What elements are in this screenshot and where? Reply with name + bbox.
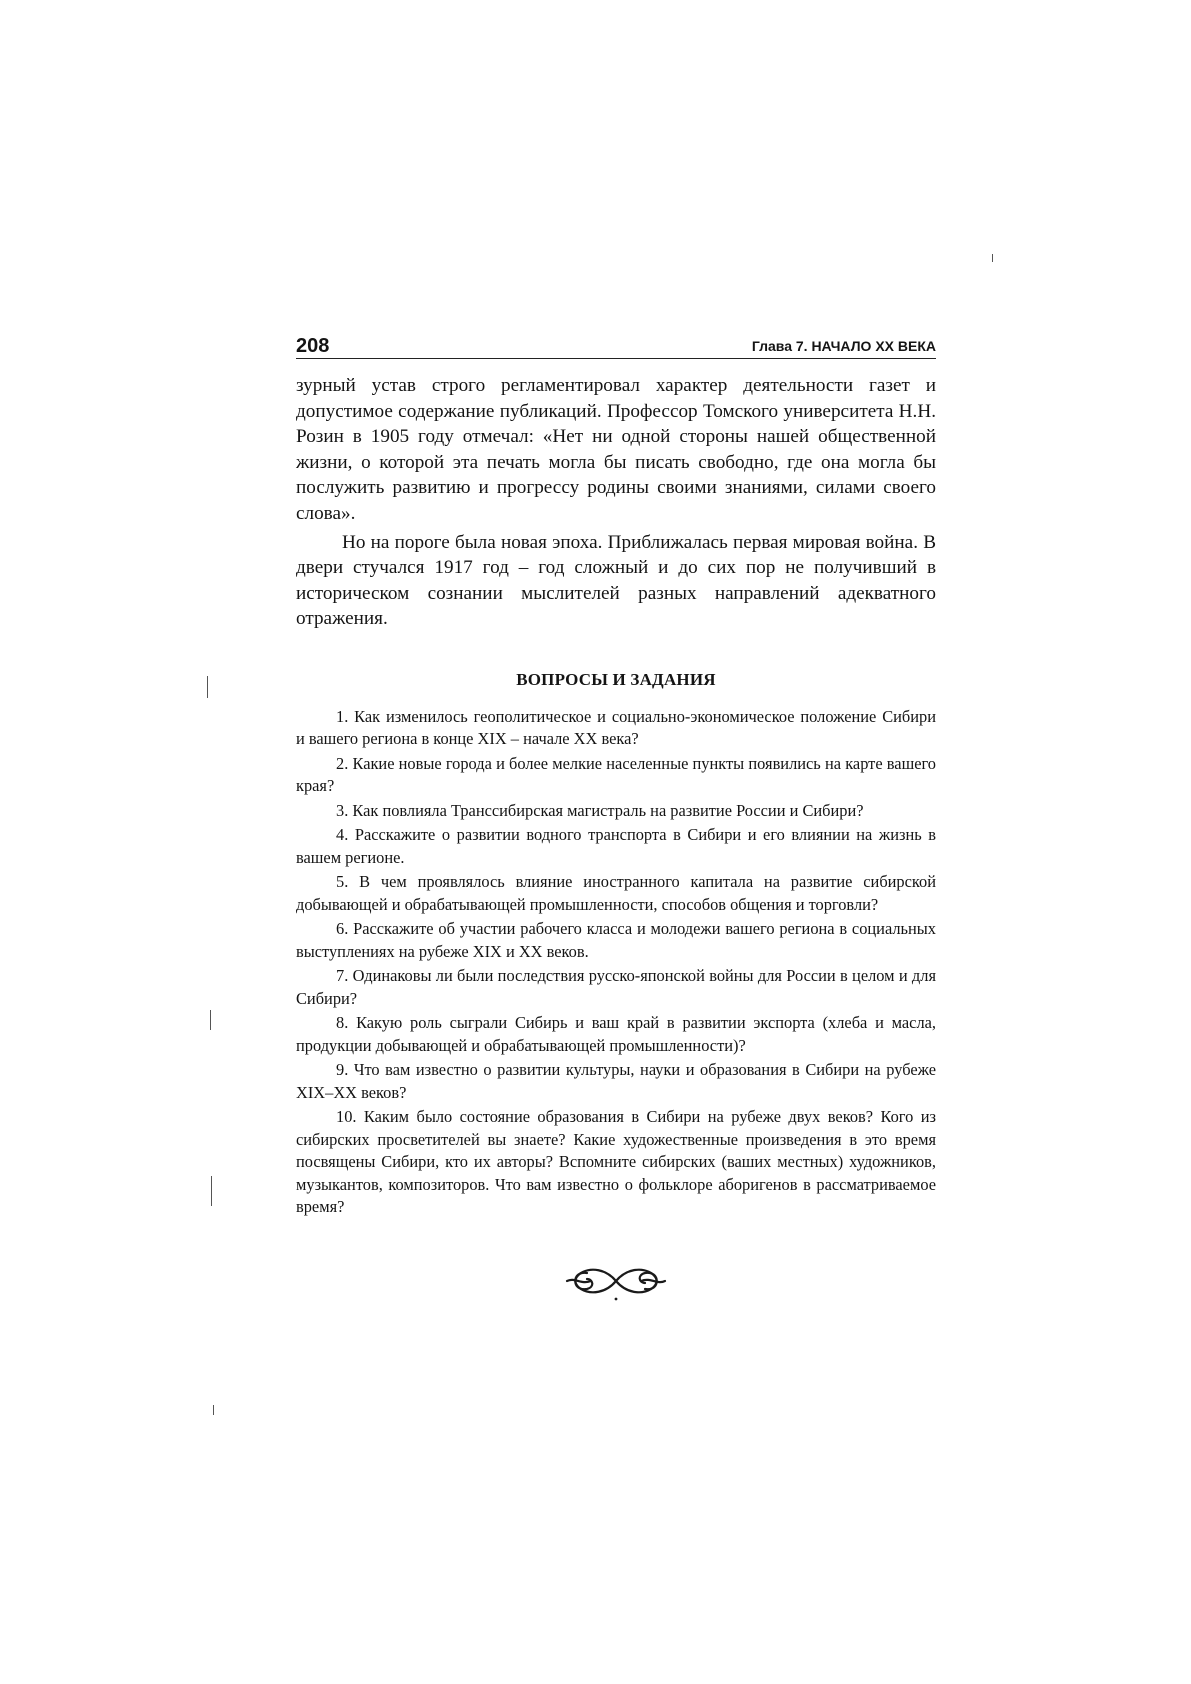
flourish-ornament-icon (561, 1259, 671, 1303)
body-text (296, 373, 936, 632)
question-item: 1. Как изменилось геополитическое и социально-экономическое положение Сибири и вашего региона в конце XIX – начале XX века? (296, 706, 936, 749)
question-item: 3. Как повлияла Транссибирская магистраль на развитие России и Сибири? (336, 800, 864, 820)
section-heading: ВОПРОСЫ И ЗАДАНИЯ (516, 669, 716, 689)
page-number: 208 (296, 335, 330, 357)
paragraph: Но на пороге была новая эпоха. Приближалась первая мировая война. В двери стучался 1917 год – год сложный и до сих пор не получивший в историческом сознании мыслителей разных направлений адекватного отражения. (296, 531, 936, 630)
paragraph: зурный устав строго регламентировал характер деятельности газет и допустимое содержание публикаций. Профессор Томского университета Н.Н. Розин в 1905 году отмечал: «Нет ни одной стороны нашей общественной жизни, о которой эта печать могла бы писать свободно, где она могла бы послужить развитию и прогрессу родины своими знаниями, силами своего слова». (296, 375, 936, 524)
question-item: 8. Какую роль сыграли Сибирь и ваш край в развитии экспорта (хлеба и масла, продукции добывающей и обрабатывающей промышленности)? (296, 1013, 936, 1055)
scan-artifact (211, 1176, 212, 1206)
question-item: 6. Расскажите об участии рабочего класса и молодежи вашего региона в социальных выступлениях на рубеже XIX и XX веков. (296, 919, 936, 961)
page-header (296, 326, 936, 359)
scan-artifact (213, 1405, 214, 1415)
running-title: Глава 7. НАЧАЛО XX ВЕКА (751, 338, 936, 354)
question-item: 9. Что вам известно о развитии культуры, науки и образования в Сибири на рубеже XIX–XX веков? (296, 1060, 936, 1102)
scan-artifact (207, 676, 208, 698)
scan-artifact (210, 1010, 211, 1030)
scan-artifact (992, 254, 993, 262)
question-item: 2. Какие новые города и более мелкие населенные пункты появились на карте вашего края? (296, 753, 936, 796)
question-item: 10. Каким было состояние образования в Сибири на рубеже двух веков? Кого из сибирских просветителей вы знаете? Какие художественные произведения в это время посвящены Сибири, кто их авторы? Вспомните сибирских (ваших местных) художников, музыкантов, композиторов. Что вам известно о фольклоре аборигенов в рассматриваемое время? (296, 1107, 936, 1217)
question-item: 4. Расскажите о развитии водного транспорта в Сибири и его влиянии на жизнь в вашем регионе. (296, 825, 936, 867)
book-page (296, 326, 936, 1303)
questions-list (296, 706, 936, 1219)
question-item: 5. В чем проявлялось влияние иностранного капитала на развитие сибирской добывающей и обрабатывающей промышленности, способов общения и торговли? (296, 872, 936, 914)
question-item: 7. Одинаковы ли были последствия русско-японской войны для России в целом и для Сибири? (296, 966, 936, 1008)
